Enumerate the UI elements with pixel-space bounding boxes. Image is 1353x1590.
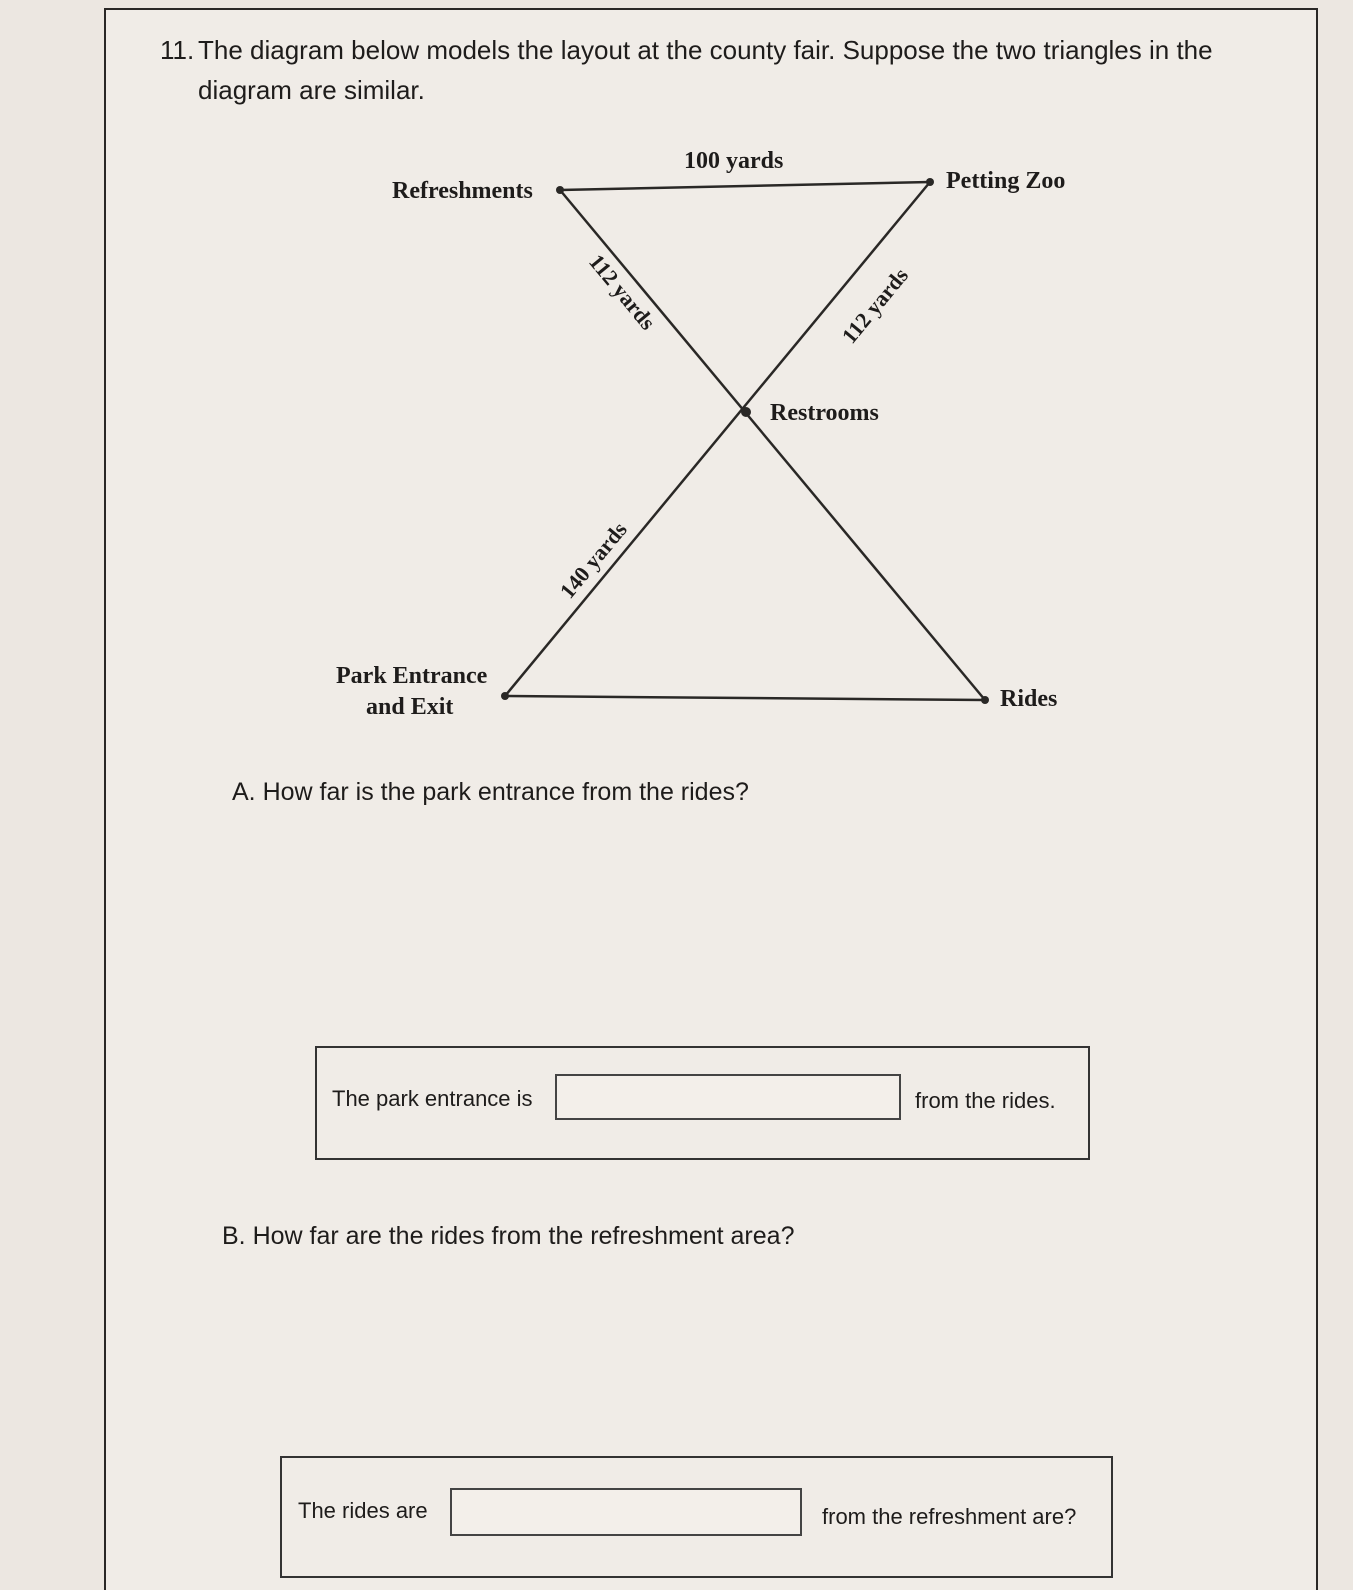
park-entrance-point (501, 692, 509, 700)
park-entrance-to-rides (505, 696, 985, 700)
refreshments-point (556, 186, 564, 194)
part-b-answer-input[interactable] (450, 1488, 802, 1536)
fair-layout-diagram (0, 0, 1353, 760)
question-text: The diagram below models the layout at the county fair. Suppose the two triangles in the diagram are similar. (198, 35, 1213, 105)
part-b-answer-prefix: The rides are (298, 1498, 428, 1523)
part-a-answer-input[interactable] (555, 1074, 901, 1120)
restrooms-point (741, 407, 751, 417)
part-a-answer-suffix: from the rides. (915, 1088, 1056, 1113)
label-petting-zoo: Petting Zoo (946, 168, 1066, 194)
label-rides: Rides (1000, 686, 1058, 712)
part-a-answer-box (315, 1046, 1090, 1160)
refreshments-to-petting-zoo (560, 182, 930, 190)
measure-left-lower: 140 yards (554, 517, 632, 604)
rides-point (981, 696, 989, 704)
measure-left-upper: 112 yards (584, 249, 661, 335)
part-b-question: B. How far are the rides from the refreshment area? (222, 1222, 795, 1250)
petting-zoo-point (926, 178, 934, 186)
label-park-entrance-line2: and Exit (366, 694, 454, 720)
label-restrooms: Restrooms (770, 400, 879, 426)
petting-zoo-to-park-entrance (505, 182, 930, 696)
refreshments-to-rides (560, 190, 985, 700)
part-b-answer-box (280, 1456, 1113, 1578)
part-b-answer-suffix: from the refreshment are? (822, 1504, 1077, 1529)
part-a-question: A. How far is the park entrance from the rides? (232, 778, 749, 806)
measure-top: 100 yards (684, 148, 784, 174)
label-refreshments: Refreshments (392, 178, 533, 204)
label-park-entrance-line1: Park Entrance (336, 663, 488, 689)
part-a-answer-prefix: The park entrance is (332, 1086, 533, 1111)
question-number: 11. (160, 35, 195, 65)
measure-right-upper: 112 yards (836, 262, 914, 349)
